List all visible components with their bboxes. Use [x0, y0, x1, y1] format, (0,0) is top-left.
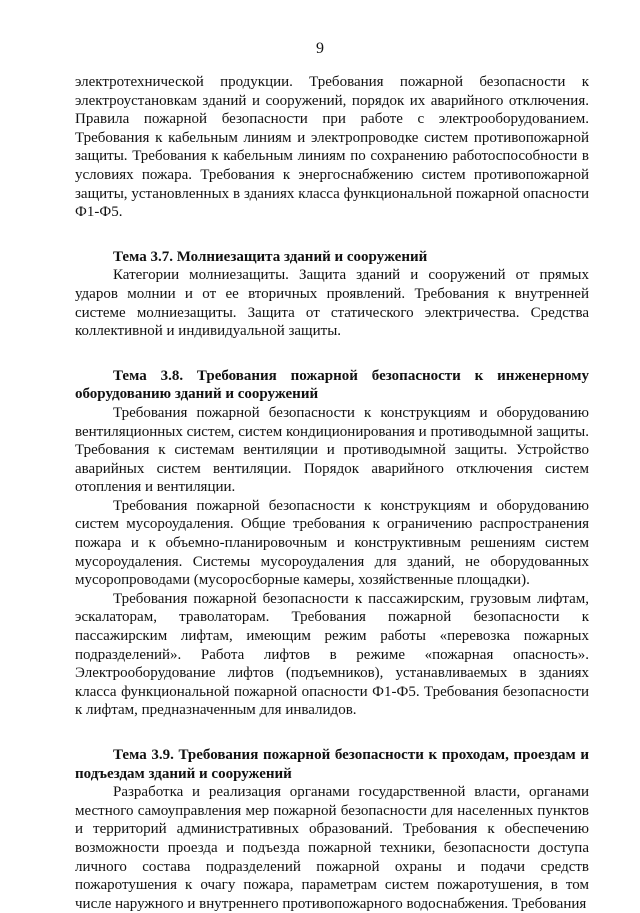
paragraph-electrical: электротехнической продукции. Требования пожарной безопасности к электроустановкам зданий и сооружений, порядок их аварийного отключения. Правила пожарной безопасности при работе с электрооборудованием. Требования к кабельным линиям и электропроводке систем противопожарной защиты. Требования к кабельным линиям по сохранению работоспособности в условиях пожара. Требования к энергоснабжению систем противопожарной защиты, установленных в зданиях класса функциональной пожарной опасности Ф1-Ф5.: [75, 74, 589, 221]
paragraph-ventilation: Требования пожарной безопасности к конструкциям и оборудованию вентиляционных систем, систем кондиционирования и противодымной защиты. Требования к системам вентиляции и противодымной защиты. Устройство аварийных систем вентиляции. Порядок аварийного отключения систем отопления и вентиляции.: [75, 404, 589, 496]
heading-topic-3-8: Тема 3.8. Требования пожарной безопасности к инженерному оборудованию зданий и сооружений: [75, 367, 589, 403]
paragraph-elevators: Требования пожарной безопасности к пассажирским, грузовым лифтам, эскалаторам, траволаторам. Требования пожарной безопасности к пассажирским лифтам, имеющим режим работы «перевозка пожарных подразделений». Работа лифтов в режиме «пожарная опасность». Электрооборудование лифтов (подъемников), устанавливаемых в зданиях класса функциональной пожарной опасности Ф1-Ф5. Требования безопасности к лифтам, предназначенным для инвалидов.: [75, 590, 589, 719]
paragraph-access-roads: Разработка и реализация органами государственной власти, органами местного самоуправления мер пожарной безопасности для населенных пунктов и территорий административных образований. Требования к обеспечению возможности проезда и подъезда пожарной техники, безопасности доступа личного состава подразделений пожарной охраны и подачи средств пожаротушения к очагу пожара, параметрам систем пожаротушения, в том числе наружного и внутреннего противопожарного водоснабжения. Требования: [75, 784, 589, 912]
paragraph-lightning: Категории молниезащиты. Защита зданий и сооружений от прямых ударов молнии и от ее вторичных проявлений. Требования к внутренней системе молниезащиты. Защита от статического электричества. Средства коллективной и индивидуальной защиты.: [75, 267, 589, 340]
paragraph-waste-disposal: Требования пожарной безопасности к конструкциям и оборудованию систем мусороудаления. Общие требования к ограничению распространения пожара и к объемно-планировочным и конструктивным решениям систем мусороудаления. Системы мусороудаления для зданий, не оборудованных мусоропроводами (мусоросборные камеры, хозяйственные площадки).: [75, 497, 589, 589]
heading-topic-3-9: Тема 3.9. Требования пожарной безопасности к проходам, проездам и подъездам зданий и сооружений: [75, 747, 589, 782]
heading-topic-3-7: Тема 3.7. Молниезащита зданий и сооружений: [113, 248, 428, 265]
page-number: 9: [316, 40, 324, 57]
document-body: [75, 73, 589, 913]
